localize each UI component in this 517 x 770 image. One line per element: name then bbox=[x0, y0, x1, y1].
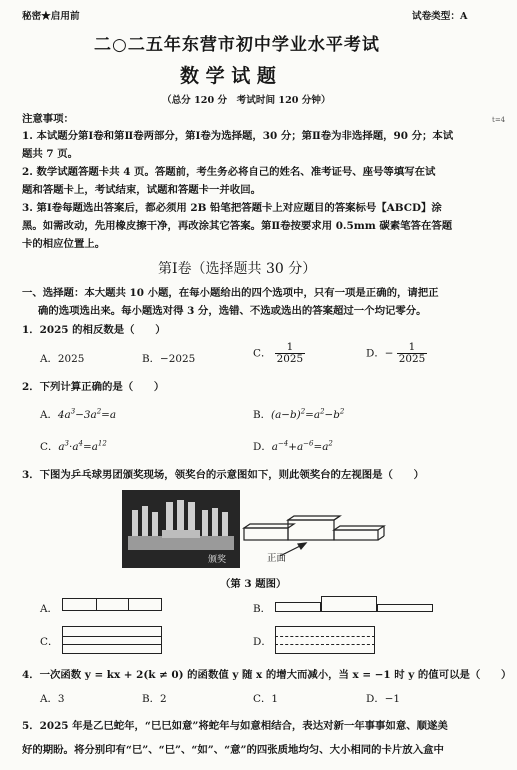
q1-option-a: A．2025 bbox=[40, 353, 85, 365]
numerator: 1 bbox=[275, 342, 305, 354]
q4-option-c: C．1 bbox=[253, 693, 278, 705]
note-line: 3. 第Ⅰ卷每题选出答案后，都必须用 2B 铅笔把答题卡上对应题目的答案标号【ABCD】涂 bbox=[22, 202, 442, 214]
divider bbox=[128, 598, 129, 611]
q3-option-a: A． bbox=[40, 603, 58, 615]
q3-option-c: C． bbox=[40, 636, 59, 648]
q3-option-a-drawing bbox=[62, 598, 162, 611]
note-line: 题和答题卡上，考试结束，试题和答题卡一并收回。 bbox=[22, 184, 261, 196]
notes-heading: 注意事项： bbox=[22, 113, 74, 125]
divider bbox=[96, 598, 97, 611]
subject-title: 数 学 试 题 bbox=[180, 65, 276, 87]
q1-option-d bbox=[366, 342, 427, 365]
q1-option-b: B．−2025 bbox=[142, 353, 196, 365]
exam-title: 二○二五年东营市初中学业水平考试 bbox=[94, 35, 380, 55]
q1-option-c-label: C． bbox=[253, 347, 272, 360]
margin-mark: t=4 bbox=[492, 116, 506, 124]
note-line: 1. 本试题分第Ⅰ卷和第Ⅱ卷两部分，第Ⅰ卷为选择题，30 分；第Ⅱ卷为非选择题，90 分；本试 bbox=[22, 130, 454, 142]
q2-option-c: C．$a^3\cdot a^4=a^{12}$ bbox=[40, 439, 107, 453]
question-5-line: 好的期盼。将分别印有“巳”、“巳”、“如”、“意”的四张质地均匀、大小相同的卡片放入盒中 bbox=[22, 744, 444, 756]
q3-option-c-drawing bbox=[62, 626, 162, 654]
q4-option-a: A．3 bbox=[40, 693, 65, 705]
secret-label: 秘密★启用前 bbox=[22, 11, 80, 22]
question-3-stem: 3．下图为乒乓球男团颁奖现场，领奖台的示意图如下，则此领奖台的左视图是（ ） bbox=[22, 469, 425, 481]
note-line: 卡的相应位置上。 bbox=[22, 238, 106, 250]
podium-diagram bbox=[238, 506, 388, 566]
denominator: 2025 bbox=[276, 353, 304, 365]
q3-option-d: D． bbox=[253, 636, 272, 648]
note-line: 题共 7 页。 bbox=[22, 148, 79, 160]
note-line: 黑。如需改动，先用橡皮擦干净，再改涂其它答案。第Ⅱ卷按要求用 0.5mm 碳素笔答在答题 bbox=[22, 220, 453, 232]
award-ceremony-photo bbox=[122, 490, 240, 568]
q3-option-b-middle bbox=[321, 596, 377, 612]
question-5-line: 5．2025 年是乙巳蛇年，“巳巳如意”将蛇年与如意相结合，表达对新一年事事如意、顺遂美 bbox=[22, 720, 448, 732]
option-label: B． bbox=[253, 409, 272, 421]
q4-option-b: B．2 bbox=[142, 693, 167, 705]
section-title: 第Ⅰ卷（选择题共 30 分） bbox=[158, 261, 317, 277]
q4-option-d: D．−1 bbox=[366, 693, 401, 705]
q1-option-d-label: D．− bbox=[366, 347, 394, 360]
note-line: 2. 数学试题答题卡共 4 页。答题前，考生务必将自己的姓名、准考证号、座号等填写在试 bbox=[22, 166, 436, 178]
hidden-edge bbox=[275, 644, 375, 645]
solid-edge bbox=[62, 644, 162, 645]
q2-option-d: D．$a^{-4}+a^{-6}=a^2$ bbox=[253, 439, 333, 453]
q2-option-a: A．$4a^3-3a^2=a$ bbox=[40, 407, 117, 421]
question-4-stem: 4．一次函数 y = kx + 2(k ≠ 0) 的函数值 y 随 x 的增大而减小，当 x = −1 时 y 的值可以是（ ） bbox=[22, 669, 512, 681]
score-time-info: （总分 120 分 考试时间 120 分钟） bbox=[162, 95, 331, 106]
q3-option-b-right bbox=[377, 604, 433, 612]
q2-option-b: B．$(a-b)^2=a^2-b^2$ bbox=[253, 407, 345, 421]
fraction bbox=[275, 342, 305, 365]
question-1-stem: 1．2025 的相反数是（ ） bbox=[22, 324, 166, 336]
figure-caption: （第 3 题图） bbox=[220, 578, 287, 590]
front-label: 正面 bbox=[267, 553, 287, 564]
hidden-edge bbox=[275, 636, 375, 637]
denominator: 2025 bbox=[398, 353, 426, 365]
option-label: C． bbox=[40, 441, 59, 453]
q3-option-b-left bbox=[275, 602, 321, 612]
numerator: 1 bbox=[397, 342, 427, 354]
question-2-stem: 2．下列计算正确的是（ ） bbox=[22, 381, 165, 393]
section-intro: 一、选择题：本大题共 10 小题，在每小题给出的四个选项中，只有一项是正确的，请把正 bbox=[22, 287, 439, 299]
q3-option-b: B． bbox=[253, 603, 272, 615]
fraction bbox=[397, 342, 427, 365]
solid-edge bbox=[62, 636, 162, 637]
section-intro: 确的选项选出来。每小题选对得 3 分，选错、不选或选出的答案超过一个均记零分。 bbox=[38, 305, 427, 317]
q1-option-c bbox=[253, 342, 305, 365]
option-label: D． bbox=[253, 441, 272, 453]
q3-option-d-drawing bbox=[275, 626, 375, 654]
option-label: A． bbox=[40, 409, 58, 421]
paper-type-label: 试卷类型：A bbox=[412, 11, 468, 22]
photo-caption: 颁奖 bbox=[208, 555, 227, 565]
